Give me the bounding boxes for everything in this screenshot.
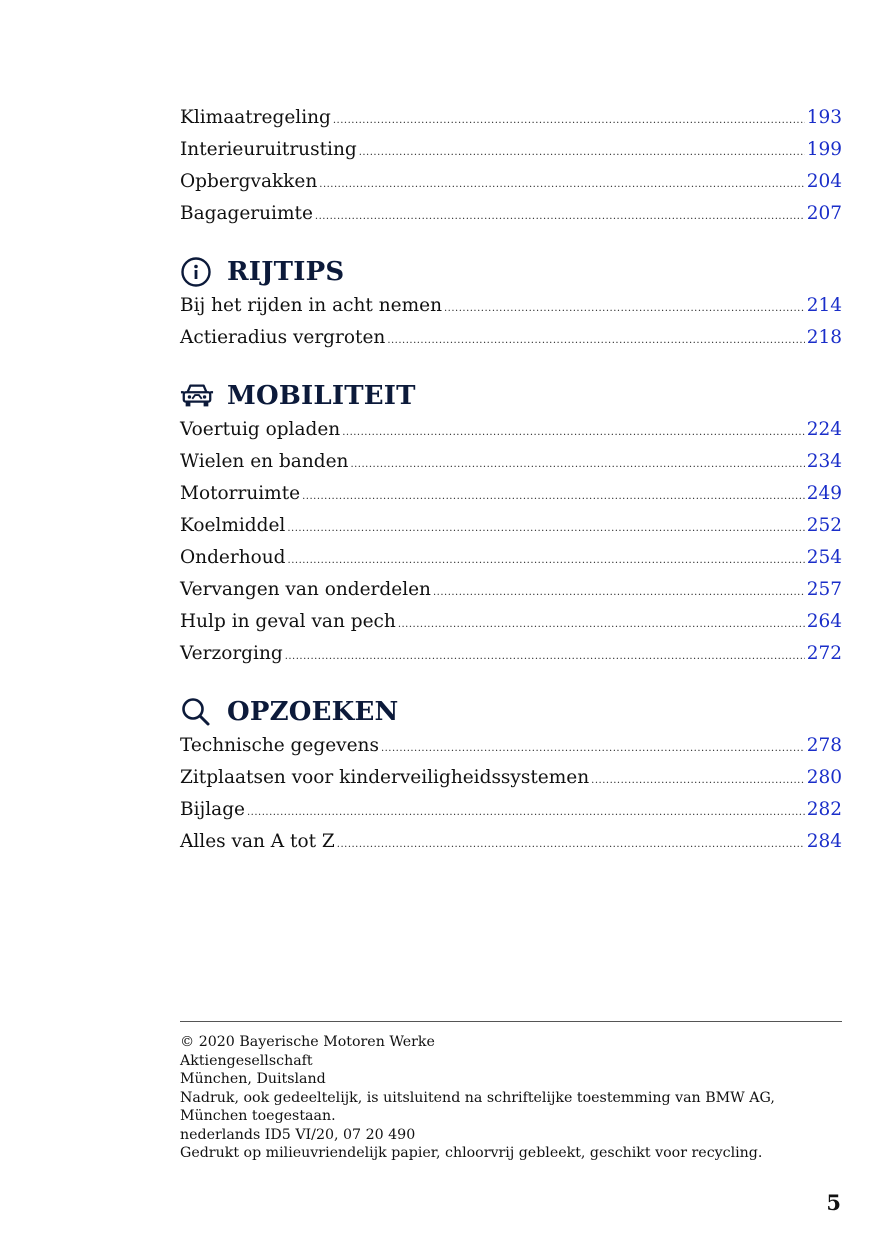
toc-entry-page[interactable]: 249 (806, 483, 842, 504)
toc-entry[interactable] (180, 732, 842, 764)
toc-entry-label: Voertuig opladen (180, 419, 341, 440)
car-service-icon (180, 380, 214, 412)
toc-entry[interactable] (180, 292, 842, 324)
toc-entry-page[interactable]: 282 (806, 799, 842, 820)
toc-entry-page[interactable]: 254 (806, 547, 842, 568)
toc-entry-page[interactable]: 257 (806, 579, 842, 600)
section-title: OPZOEKEN (227, 697, 399, 727)
toc-entry-page[interactable]: 218 (806, 327, 842, 348)
toc-entry-label: Klimaatregeling (180, 107, 331, 128)
toc-group-mobiliteit (180, 416, 842, 672)
toc-entry-page[interactable]: 284 (806, 831, 842, 852)
toc-entry[interactable] (180, 480, 842, 512)
toc-entry-page[interactable]: 214 (806, 295, 842, 316)
toc-entry-label: Actieradius vergroten (180, 327, 386, 348)
toc-entry-label: Interieuruitrusting (180, 139, 357, 160)
toc-entry[interactable] (180, 544, 842, 576)
leader-dots (387, 327, 804, 355)
section-heading-mobiliteit (180, 380, 842, 412)
page-number: 5 (826, 1190, 841, 1215)
section-title: RIJTIPS (227, 257, 345, 287)
toc-entry[interactable] (180, 104, 842, 136)
toc-entry-label: Verzorging (180, 643, 283, 664)
leader-dots (288, 547, 805, 575)
leader-dots (287, 515, 804, 543)
magnifier-icon (180, 696, 214, 728)
section-heading-rijtips (180, 256, 842, 288)
leader-dots (302, 483, 805, 511)
toc-entry-page[interactable]: 264 (806, 611, 842, 632)
leader-dots (350, 451, 804, 479)
toc-group-rijtips (180, 292, 842, 356)
toc-entry-label: Koelmiddel (180, 515, 286, 536)
toc-entry-page[interactable]: 272 (806, 643, 842, 664)
toc-entry-page[interactable]: 224 (806, 419, 842, 440)
toc-entry[interactable] (180, 448, 842, 480)
toc-entry-page[interactable]: 199 (806, 139, 842, 160)
toc-entry-label: Hulp in geval van pech (180, 611, 396, 632)
toc-entry-page[interactable]: 207 (806, 203, 842, 224)
toc-entry-label: Wielen en banden (180, 451, 349, 472)
leader-dots (591, 767, 805, 795)
toc-entry-page[interactable]: 193 (806, 107, 842, 128)
toc-entry-label: Technische gegevens (180, 735, 379, 756)
leader-dots (333, 107, 805, 135)
toc-entry[interactable] (180, 640, 842, 672)
toc-group-interior (180, 104, 842, 232)
toc-entry[interactable] (180, 512, 842, 544)
toc-entry-label: Onderhoud (180, 547, 286, 568)
info-circle-icon (180, 256, 214, 288)
imprint-line: © 2020 Bayerische Motoren Werke (180, 1034, 435, 1050)
toc-entry-label: Zitplaatsen voor kinderveiligheidssystemen (180, 767, 590, 788)
imprint-line: Gedrukt op milieuvriendelijk papier, chloorvrij gebleekt, geschikt voor recycling. (180, 1145, 763, 1161)
leader-dots (359, 139, 805, 167)
toc-entry-page[interactable]: 252 (806, 515, 842, 536)
toc-entry-page[interactable]: 234 (806, 451, 842, 472)
imprint-line: nederlands ID5 VI/20, 07 20 490 (180, 1126, 416, 1143)
toc-entry[interactable] (180, 828, 842, 860)
toc-entry-label: Opbergvakken (180, 171, 318, 192)
toc-entry-label: Bijlage (180, 799, 245, 820)
imprint-line: München, Duitsland (180, 1071, 326, 1087)
imprint-line: Aktiengesellschaft (180, 1052, 313, 1069)
table-of-contents (180, 104, 842, 860)
toc-entry[interactable] (180, 200, 842, 232)
toc-group-opzoeken (180, 732, 842, 860)
toc-entry[interactable] (180, 416, 842, 448)
section-title: MOBILITEIT (227, 381, 416, 411)
leader-dots (315, 203, 805, 231)
toc-entry-page[interactable]: 278 (806, 735, 842, 756)
toc-entry[interactable] (180, 764, 842, 796)
leader-dots (381, 735, 805, 763)
leader-dots (433, 579, 805, 607)
section-heading-opzoeken (180, 696, 842, 728)
toc-entry-label: Alles van A tot Z (180, 831, 335, 852)
toc-entry-page[interactable]: 280 (806, 767, 842, 788)
toc-entry[interactable] (180, 576, 842, 608)
leader-dots (319, 171, 804, 199)
leader-dots (337, 831, 805, 859)
toc-entry-label: Bij het rijden in acht nemen (180, 295, 442, 316)
leader-dots (444, 295, 805, 323)
toc-entry-label: Vervangen van onderdelen (180, 579, 431, 600)
leader-dots (247, 799, 805, 827)
toc-entry[interactable] (180, 324, 842, 356)
toc-entry[interactable] (180, 796, 842, 828)
toc-entry-page[interactable]: 204 (806, 171, 842, 192)
leader-dots (342, 419, 804, 447)
imprint-footer (180, 1021, 842, 1163)
imprint-line: Nadruk, ook gedeeltelijk, is uitsluitend na schriftelijke toestemming van BMW AG, München toegestaan. (180, 1089, 775, 1124)
toc-entry[interactable] (180, 136, 842, 168)
leader-dots (285, 643, 805, 671)
toc-entry[interactable] (180, 168, 842, 200)
toc-entry[interactable] (180, 608, 842, 640)
toc-entry-label: Bagageruimte (180, 203, 313, 224)
toc-entry-label: Motorruimte (180, 483, 301, 504)
leader-dots (398, 611, 805, 639)
